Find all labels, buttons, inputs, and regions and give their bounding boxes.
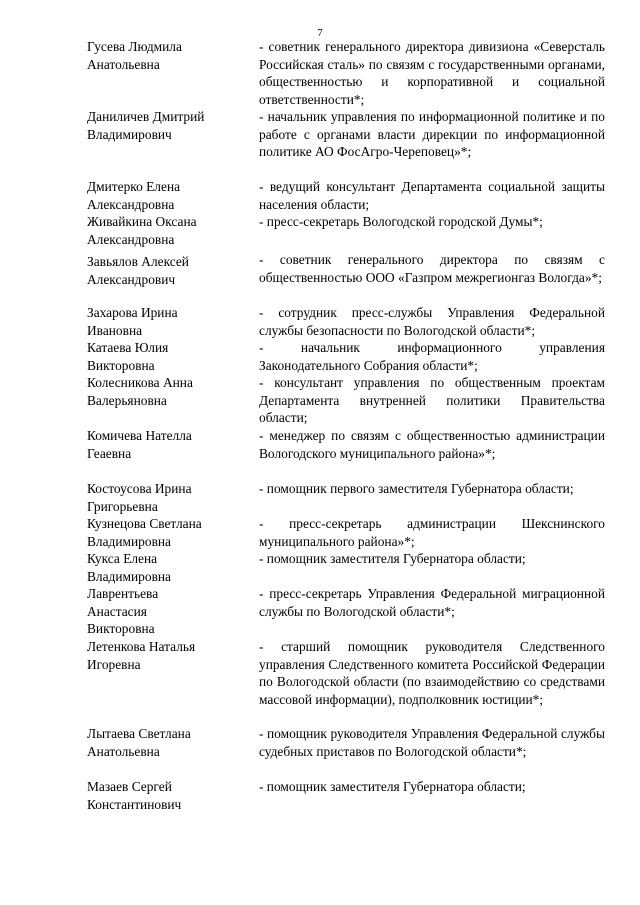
person-name: Даниличев Дмитрий Владимирович (87, 109, 205, 142)
page-number: 7 (317, 27, 323, 39)
person-position: - старший помощник руководителя Следственного управления Следственного комитета Российской Федерации по Вологодской области (по взаимодействию со средствами массовой информации), подполковник юстиции*; (259, 639, 605, 707)
person-name: Захарова Ирина Ивановна (87, 305, 178, 338)
person-name: Кузнецова Светлана Владимировна (87, 516, 202, 549)
person-position: - советник генерального директора дивизиона «Северсталь Российская сталь» по связям с государственными органами, общественностью и корпоративной и социальной ответственности*; (259, 39, 605, 107)
person-position: - консультант управления по общественным проектам Департамента внутренней политики Правительства области; (259, 375, 605, 426)
person-name: Живайкина Оксана Александровна (87, 214, 197, 247)
person-name: Гусева Людмила Анатольевна (87, 39, 182, 72)
person-name: Кукса Елена Владимировна (87, 551, 171, 584)
person-position: - пресс-секретарь администрации Шекснинского муниципального района»*; (259, 516, 605, 549)
person-position: - пресс-секретарь Вологодской городской Думы*; (259, 214, 543, 229)
person-position: - ведущий консультант Департамента социальной защиты населения области; (259, 179, 605, 212)
person-name: Костоусова Ирина Григорьевна (87, 481, 192, 514)
person-position: - помощник руководителя Управления Федеральной службы судебных приставов по Вологодской области*; (259, 726, 605, 759)
person-position: - помощник заместителя Губернатора области; (259, 551, 526, 566)
person-name: Мазаев Сергей Константинович (87, 779, 182, 812)
person-position: - начальник информационного управления Законодательного Собрания области*; (259, 340, 605, 373)
person-position: - помощник заместителя Губернатора области; (259, 779, 526, 794)
person-position: - пресс-секретарь Управления Федеральной миграционной службы по Вологодской области*; (259, 586, 605, 619)
person-name: Лаврентьева Анастасия Викторовна (87, 586, 159, 637)
person-name: Катаева Юлия Викторовна (87, 340, 169, 373)
person-name: Колесникова Анна Валерьяновна (87, 375, 193, 408)
person-position: - менеджер по связям с общественностью администрации Вологодского муниципального района»*; (259, 428, 605, 461)
person-position: - начальник управления по информационной политике и по работе с органами власти дирекции по информационной политике АО ФосАгро-Череповец»*; (259, 109, 605, 160)
person-name: Завьялов Алексей Александрович (87, 254, 189, 287)
person-name: Летенкова Наталья Игоревна (87, 639, 196, 672)
person-name: Дмитерко Елена Александровна (87, 179, 181, 212)
person-name: Комичева Нателла Геаевна (87, 428, 192, 461)
person-position: - помощник первого заместителя Губернатора области; (259, 481, 574, 496)
person-position: - советник генерального директора по связям с общественностью ООО «Газпром межрегионгаз Вологда»*; (259, 252, 605, 285)
person-name: Лытаева Светлана Анатольевна (87, 726, 191, 759)
person-position: - сотрудник пресс-службы Управления Федеральной службы безопасности по Вологодской области*; (259, 305, 605, 338)
